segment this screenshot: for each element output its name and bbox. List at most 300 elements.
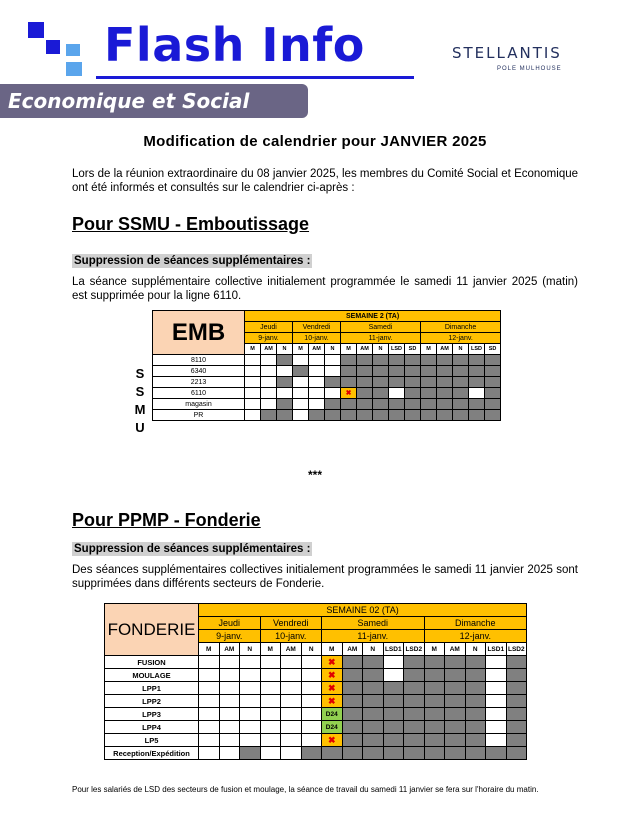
closed-cell (357, 410, 373, 421)
open-cell (293, 377, 309, 388)
day-header: Vendredi (260, 617, 322, 630)
closed-cell (469, 355, 485, 366)
closed-cell (424, 747, 445, 760)
open-cell (261, 399, 277, 410)
logo-square-3 (66, 44, 80, 56)
closed-cell (309, 410, 325, 421)
closed-cell (357, 377, 373, 388)
shift-header: LSD (469, 344, 485, 355)
closed-cell (373, 399, 389, 410)
closed-cell (341, 355, 357, 366)
closed-cell (453, 399, 469, 410)
closed-cell (373, 377, 389, 388)
open-cell (281, 708, 302, 721)
closed-cell (277, 377, 293, 388)
open-cell (486, 721, 507, 734)
shift-header: AM (261, 344, 277, 355)
date-header: 11-janv. (341, 333, 421, 344)
closed-cell (445, 747, 466, 760)
closed-cell (383, 721, 404, 734)
shift-header: SD (485, 344, 501, 355)
section-sub-ppmp: Suppression de séances supplémentaires : (74, 543, 311, 555)
shift-header: M (421, 344, 437, 355)
closed-cell (469, 410, 485, 421)
row-label: Reception/Expédition (105, 747, 199, 760)
closed-cell (437, 366, 453, 377)
closed-cell (421, 366, 437, 377)
closed-cell (445, 734, 466, 747)
open-cell (309, 355, 325, 366)
open-cell (260, 721, 281, 734)
closed-cell (342, 747, 363, 760)
week-header: SEMAINE 02 (TA) (199, 604, 527, 617)
shift-header: M (199, 643, 220, 656)
closed-cell (261, 410, 277, 421)
closed-cell (341, 399, 357, 410)
shift-header: SD (405, 344, 421, 355)
shift-header: N (277, 344, 293, 355)
table-row (105, 682, 527, 695)
closed-cell (342, 734, 363, 747)
shift-header: N (240, 643, 261, 656)
ssmu-letter-3: M (134, 402, 146, 417)
closed-cell (469, 366, 485, 377)
row-label: LPP4 (105, 721, 199, 734)
open-cell (199, 656, 220, 669)
closed-cell (465, 656, 486, 669)
open-cell (301, 721, 322, 734)
shift-header: LSD (389, 344, 405, 355)
open-cell (199, 669, 220, 682)
open-cell (281, 734, 302, 747)
closed-cell (506, 682, 527, 695)
closed-cell (357, 388, 373, 399)
open-cell (301, 695, 322, 708)
closed-cell (421, 377, 437, 388)
open-cell (199, 695, 220, 708)
shift-header: AM (281, 643, 302, 656)
open-cell (261, 377, 277, 388)
closed-cell (485, 366, 501, 377)
row-label: magasin (153, 399, 245, 410)
cancel-x-icon: ✖ (327, 656, 336, 667)
emb-calendar-table (152, 310, 501, 421)
pole-mulhouse-label: POLE MULHOUSE (497, 66, 562, 72)
open-cell (245, 399, 261, 410)
closed-cell (357, 366, 373, 377)
open-cell (301, 734, 322, 747)
open-cell (260, 708, 281, 721)
shift-header: N (373, 344, 389, 355)
closed-cell (506, 708, 527, 721)
open-cell (240, 656, 261, 669)
closed-cell (325, 410, 341, 421)
cancel-x-icon: ✖ (345, 390, 352, 397)
closed-cell (342, 682, 363, 695)
closed-cell (465, 682, 486, 695)
open-cell (325, 355, 341, 366)
closed-cell (424, 708, 445, 721)
open-cell (309, 388, 325, 399)
cancel-x-icon: ✖ (327, 682, 336, 693)
table-row (153, 388, 501, 399)
closed-cell (424, 669, 445, 682)
row-label: PR (153, 410, 245, 421)
date-header: 11-janv. (322, 630, 425, 643)
open-cell (293, 355, 309, 366)
closed-cell (437, 355, 453, 366)
open-cell (199, 747, 220, 760)
open-cell (281, 656, 302, 669)
row-label: 6110 (153, 388, 245, 399)
closed-cell (389, 366, 405, 377)
closed-cell (342, 721, 363, 734)
closed-cell (506, 721, 527, 734)
open-cell (245, 366, 261, 377)
open-cell (293, 410, 309, 421)
closed-cell (404, 734, 425, 747)
open-cell (199, 682, 220, 695)
title-underline (96, 76, 414, 79)
open-cell (309, 377, 325, 388)
closed-cell (506, 695, 527, 708)
day-header: Dimanche (424, 617, 527, 630)
open-cell (199, 708, 220, 721)
cancelled-session-cell (322, 656, 343, 669)
separator-stars: *** (307, 468, 322, 482)
closed-cell (373, 388, 389, 399)
day-header: Samedi (322, 617, 425, 630)
closed-cell (421, 388, 437, 399)
closed-cell (453, 366, 469, 377)
open-cell (240, 721, 261, 734)
open-cell (219, 721, 240, 734)
date-header: 9-janv. (199, 630, 261, 643)
closed-cell (357, 355, 373, 366)
open-cell (240, 695, 261, 708)
closed-cell (469, 377, 485, 388)
section-heading-ppmp: Pour PPMP - Fonderie (72, 510, 261, 530)
footer-note: Pour les salariés de LSD des secteurs de fusion et moulage, la séance de travail du samedi 11 janvier se fera sur l'horaire du matin. (72, 785, 539, 794)
closed-cell (453, 355, 469, 366)
open-cell (260, 695, 281, 708)
closed-cell (325, 377, 341, 388)
table-label: FONDERIE (105, 604, 199, 656)
open-cell (277, 366, 293, 377)
open-cell (293, 399, 309, 410)
closed-cell (389, 377, 405, 388)
shift-header: M (322, 643, 343, 656)
closed-cell (506, 734, 527, 747)
closed-cell (424, 656, 445, 669)
closed-cell (363, 734, 384, 747)
closed-cell (465, 734, 486, 747)
closed-cell (404, 747, 425, 760)
closed-cell (373, 355, 389, 366)
table-row (153, 377, 501, 388)
closed-cell (424, 721, 445, 734)
closed-cell (453, 410, 469, 421)
cancelled-session-cell (322, 734, 343, 747)
closed-cell (506, 656, 527, 669)
closed-cell (405, 377, 421, 388)
open-cell (199, 721, 220, 734)
open-cell (325, 366, 341, 377)
closed-cell (424, 682, 445, 695)
open-cell (486, 656, 507, 669)
closed-cell (465, 695, 486, 708)
table-row (105, 708, 527, 721)
closed-cell (445, 656, 466, 669)
stellantis-logo: STELLANTIS (452, 44, 562, 62)
open-cell (277, 388, 293, 399)
open-cell (486, 695, 507, 708)
closed-cell (421, 410, 437, 421)
subtitle-text: Economique et Social (8, 89, 250, 113)
open-cell (240, 734, 261, 747)
open-cell (301, 682, 322, 695)
table-row (153, 366, 501, 377)
closed-cell (404, 682, 425, 695)
row-label: MOULAGE (105, 669, 199, 682)
closed-cell (453, 377, 469, 388)
open-cell (219, 656, 240, 669)
closed-cell (421, 355, 437, 366)
cancelled-session-cell (322, 669, 343, 682)
shift-header: AM (445, 643, 466, 656)
row-label: LPP1 (105, 682, 199, 695)
open-cell (486, 708, 507, 721)
open-cell (260, 669, 281, 682)
closed-cell (469, 399, 485, 410)
table-row (153, 399, 501, 410)
open-cell (219, 669, 240, 682)
table-label: EMB (153, 311, 245, 355)
open-cell (486, 669, 507, 682)
week-header: SEMAINE 2 (TA) (245, 311, 501, 322)
table-row (105, 734, 527, 747)
date-header: 10-janv. (293, 333, 341, 344)
closed-cell (373, 366, 389, 377)
closed-cell (437, 399, 453, 410)
closed-cell (293, 366, 309, 377)
closed-cell (445, 669, 466, 682)
closed-cell (404, 695, 425, 708)
closed-cell (404, 708, 425, 721)
open-cell (301, 656, 322, 669)
shift-header: M (260, 643, 281, 656)
closed-cell (301, 747, 322, 760)
closed-cell (424, 734, 445, 747)
open-cell (240, 669, 261, 682)
closed-cell (383, 747, 404, 760)
closed-cell (363, 708, 384, 721)
open-cell (219, 708, 240, 721)
open-cell (281, 747, 302, 760)
open-cell (219, 695, 240, 708)
shift-header: N (325, 344, 341, 355)
open-cell (469, 388, 485, 399)
closed-cell (485, 355, 501, 366)
open-cell (219, 682, 240, 695)
logo-square-1 (28, 22, 44, 38)
open-cell (383, 669, 404, 682)
open-cell (486, 682, 507, 695)
open-cell (309, 366, 325, 377)
closed-cell (424, 695, 445, 708)
closed-cell (445, 721, 466, 734)
table-row (105, 669, 527, 682)
intro-paragraph: Lors de la réunion extraordinaire du 08 janvier 2025, les membres du Comité Social et Economique ont été informés et consultés sur le calendrier ci-après : (72, 168, 578, 194)
closed-cell (404, 721, 425, 734)
closed-cell (405, 366, 421, 377)
cancel-x-icon: ✖ (327, 695, 336, 706)
d24-session-cell: D24 (322, 721, 343, 734)
table-row (105, 721, 527, 734)
ssmu-letter-2: S (135, 384, 145, 399)
table-row (153, 410, 501, 421)
section-text-ssmu: La séance supplémentaire collective initialement programmée le samedi 11 janvier 2025 (matin) est supprimée pour la ligne 6110. (72, 276, 578, 302)
open-cell (325, 388, 341, 399)
day-header: Jeudi (245, 322, 293, 333)
shift-header: AM (219, 643, 240, 656)
shift-header: N (453, 344, 469, 355)
section-heading-ssmu: Pour SSMU - Emboutissage (72, 214, 310, 234)
shift-header: AM (357, 344, 373, 355)
closed-cell (485, 377, 501, 388)
row-label: LPP3 (105, 708, 199, 721)
date-header: 10-janv. (260, 630, 322, 643)
date-header: 12-janv. (421, 333, 501, 344)
closed-cell (373, 410, 389, 421)
open-cell (260, 682, 281, 695)
closed-cell (383, 734, 404, 747)
open-cell (301, 669, 322, 682)
closed-cell (404, 669, 425, 682)
closed-cell (357, 399, 373, 410)
closed-cell (445, 682, 466, 695)
open-cell (245, 355, 261, 366)
open-cell (219, 734, 240, 747)
shift-header: LSD1 (383, 643, 404, 656)
closed-cell (389, 399, 405, 410)
closed-cell (421, 399, 437, 410)
closed-cell (465, 721, 486, 734)
table-row (153, 355, 501, 366)
open-cell (281, 721, 302, 734)
open-cell (261, 355, 277, 366)
open-cell (389, 388, 405, 399)
closed-cell (486, 747, 507, 760)
closed-cell (445, 708, 466, 721)
section-sub-ssmu: Suppression de séances supplémentaires : (74, 255, 311, 267)
shift-header: N (465, 643, 486, 656)
open-cell (301, 708, 322, 721)
closed-cell (342, 656, 363, 669)
closed-cell (341, 410, 357, 421)
closed-cell (277, 410, 293, 421)
date-header: 12-janv. (424, 630, 527, 643)
closed-cell (240, 747, 261, 760)
table-row (105, 695, 527, 708)
shift-header: M (341, 344, 357, 355)
shift-header: LSD1 (486, 643, 507, 656)
table-row (105, 747, 527, 760)
closed-cell (485, 399, 501, 410)
row-label: 6340 (153, 366, 245, 377)
day-header: Dimanche (421, 322, 501, 333)
logo-square-4 (66, 62, 82, 76)
closed-cell (465, 747, 486, 760)
open-cell (260, 747, 281, 760)
shift-header: AM (437, 344, 453, 355)
closed-cell (341, 366, 357, 377)
closed-cell (437, 410, 453, 421)
closed-cell (383, 682, 404, 695)
closed-cell (485, 388, 501, 399)
ssmu-letter-1: S (135, 366, 145, 381)
cancel-x-icon: ✖ (327, 734, 336, 745)
closed-cell (405, 399, 421, 410)
open-cell (219, 747, 240, 760)
closed-cell (342, 695, 363, 708)
shift-header: AM (342, 643, 363, 656)
open-cell (281, 695, 302, 708)
logo-square-2 (46, 40, 60, 54)
closed-cell (389, 410, 405, 421)
closed-cell (405, 410, 421, 421)
open-cell (261, 366, 277, 377)
shift-header: LSD2 (404, 643, 425, 656)
cancelled-session-cell (341, 388, 357, 399)
cancelled-session-cell (322, 695, 343, 708)
open-cell (261, 388, 277, 399)
day-header: Vendredi (293, 322, 341, 333)
row-label: 2213 (153, 377, 245, 388)
closed-cell (465, 669, 486, 682)
closed-cell (342, 708, 363, 721)
closed-cell (341, 377, 357, 388)
shift-header: N (301, 643, 322, 656)
closed-cell (405, 355, 421, 366)
d24-session-cell: D24 (322, 708, 343, 721)
row-label: LP5 (105, 734, 199, 747)
shift-header: M (245, 344, 261, 355)
open-cell (260, 656, 281, 669)
closed-cell (363, 695, 384, 708)
row-label: FUSION (105, 656, 199, 669)
cancelled-session-cell (322, 682, 343, 695)
closed-cell (404, 656, 425, 669)
cancel-x-icon: ✖ (327, 669, 336, 680)
row-label: LPP2 (105, 695, 199, 708)
open-cell (245, 388, 261, 399)
closed-cell (363, 721, 384, 734)
open-cell (240, 682, 261, 695)
closed-cell (445, 695, 466, 708)
open-cell (240, 708, 261, 721)
date-header: 9-janv. (245, 333, 293, 344)
open-cell (309, 399, 325, 410)
open-cell (260, 734, 281, 747)
closed-cell (437, 388, 453, 399)
shift-header: M (424, 643, 445, 656)
fonderie-calendar-table (104, 603, 527, 760)
closed-cell (363, 669, 384, 682)
open-cell (383, 656, 404, 669)
day-header: Jeudi (199, 617, 261, 630)
closed-cell (383, 708, 404, 721)
